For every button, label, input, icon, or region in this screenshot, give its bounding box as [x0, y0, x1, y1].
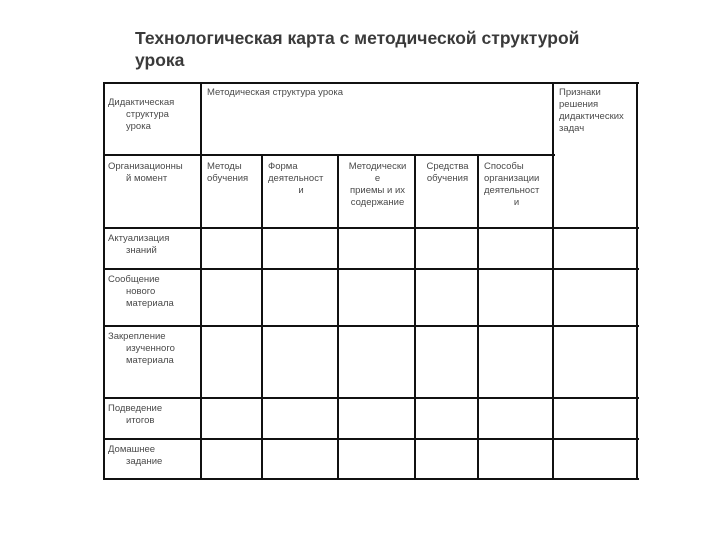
header-signs [555, 83, 637, 228]
table-divider [552, 82, 554, 480]
subheader-organization-methods [480, 157, 553, 227]
table-divider [104, 227, 639, 229]
header-text: Дидактическая [108, 97, 175, 108]
table-divider [104, 154, 555, 156]
subheader-text: Способы [484, 161, 524, 172]
row-text: Актуализация [108, 233, 170, 244]
table-divider [200, 82, 202, 480]
header-text: Признаки [559, 87, 601, 98]
row-label-consolidation [104, 327, 201, 397]
row-text: задание [126, 456, 163, 467]
subheader-text: содержание [350, 197, 405, 208]
header-text: решения [559, 99, 599, 110]
table-divider [261, 154, 263, 480]
header-text: структура [126, 109, 169, 120]
row-text: знаний [126, 245, 157, 256]
table-divider [414, 154, 416, 480]
row-text: Закрепление [108, 331, 166, 342]
table-divider [104, 397, 639, 399]
subheader-text: Форма [268, 161, 298, 172]
table-divider [104, 438, 639, 440]
subheader-methodical-techniques [340, 157, 415, 227]
subheader-text: Средства [426, 161, 469, 172]
row-text: материала [126, 355, 174, 366]
header-didactic-structure [104, 83, 201, 155]
row-text: й момент [126, 173, 168, 184]
page-title: Технологическая карта с методической структурой урока [135, 28, 580, 70]
row-text: изученного [126, 343, 175, 354]
subheader-text: обучения [426, 173, 469, 184]
table-border-bottom [104, 478, 639, 480]
header-methodical-structure: Методическая структура урока [207, 87, 344, 98]
table-divider [477, 154, 479, 480]
row-text: итогов [126, 415, 155, 426]
row-label-knowledge-update [104, 229, 201, 268]
table-divider [104, 268, 639, 270]
table-border-top [104, 82, 639, 84]
subheader-text: деятельност [268, 173, 324, 184]
row-label-organizational-moment [104, 157, 201, 227]
table-divider [104, 325, 639, 327]
subheader-text: е [374, 173, 381, 184]
subheader-text: обучения [207, 173, 249, 184]
subheader-teaching-tools [417, 157, 478, 227]
row-text: нового [126, 286, 156, 297]
row-text: материала [126, 298, 174, 309]
header-text: задач [559, 123, 585, 134]
subheader-text: Методически [348, 161, 407, 172]
row-text: Подведение [108, 403, 163, 414]
row-label-summary [104, 399, 201, 438]
subheader-text: деятельност [484, 185, 540, 196]
subheader-text: и [513, 197, 520, 208]
row-text: Организационны [108, 161, 183, 172]
table-divider [337, 154, 339, 480]
row-text: Домашнее [108, 444, 156, 455]
subheader-text: и [298, 185, 304, 196]
subheader-text: приемы и их [349, 185, 406, 196]
subheader-activity-form [264, 157, 338, 227]
header-text: дидактических [559, 111, 624, 122]
row-label-new-material [104, 270, 201, 325]
table-border-right [636, 82, 638, 480]
table-border-left [103, 82, 105, 480]
subheader-text: Методы [207, 161, 242, 172]
header-text: урока [126, 121, 151, 132]
row-label-homework [104, 440, 201, 479]
subheader-text: организации [484, 173, 540, 184]
row-text: Сообщение [108, 274, 160, 285]
subheader-methods [203, 157, 262, 227]
